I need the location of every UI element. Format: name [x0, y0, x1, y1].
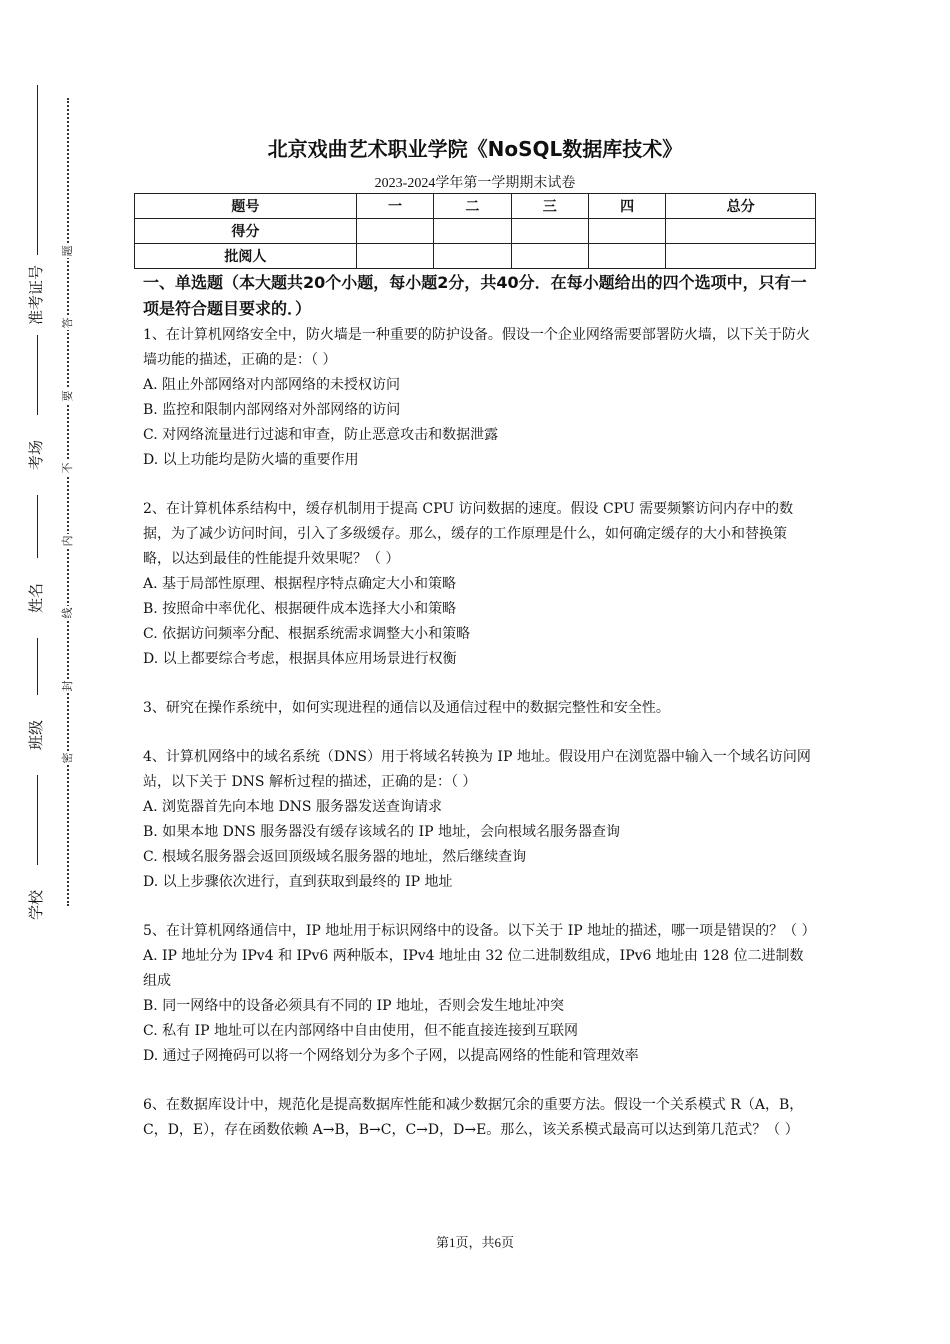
option-b: B. 按照命中率优化、根据硬件成本选择大小和策略	[143, 601, 457, 617]
question-block	[143, 919, 816, 1069]
question-block	[143, 497, 813, 672]
question-text: 5、在计算机网络通信中，IP 地址用于标识网络中的设备。以下关于 IP 地址的描述，哪一项是错误的？（ ）	[143, 923, 816, 939]
option-a: A. 基于局部性原理、根据程序特点确定大小和策略	[143, 576, 457, 592]
exam-id-label: 准考证号	[26, 255, 46, 335]
page-number: 第1页，共6页	[435, 1235, 514, 1250]
seal-char: 内	[61, 535, 74, 547]
seal-char: 要	[61, 390, 74, 402]
question-text: 6、在数据库设计中，规范化是提高数据库性能和减少数据冗余的重要方法。假设一个关系模式 R（A，B，C，D，E），存在函数依赖 A→B，B→C，C→D，D→E。那么，该关系模式最高可以达到第几范式？（ ）	[143, 1097, 804, 1138]
option-a: A. IP 地址分为 IPv4 和 IPv6 两种版本，IPv4 地址由 32 位二进制数组成，IPv6 地址由 128 位二进制数组成	[143, 948, 804, 989]
score-row-label: 得分	[135, 219, 357, 244]
seal-char: 答	[61, 317, 74, 329]
seal-char: 不	[61, 462, 74, 474]
score-cell	[588, 219, 665, 244]
exam-content	[143, 270, 816, 1143]
score-header-cell: 总分	[666, 194, 816, 219]
exam-title: 北京戏曲艺术职业学院《NoSQL数据库技术》	[267, 137, 683, 161]
score-cell	[666, 219, 816, 244]
option-c: C. 对网络流量进行过滤和审查，防止恶意攻击和数据泄露	[143, 427, 499, 443]
score-header-cell: 题号	[135, 194, 357, 219]
question-text: 4、计算机网络中的域名系统（DNS）用于将域名转换为 IP 地址。假设用户在浏览器中输入一个域名访问网站，以下关于 DNS 解析过程的描述，正确的是：（ ）	[143, 749, 811, 790]
grader-cell	[588, 244, 665, 269]
option-a: A. 浏览器首先向本地 DNS 服务器发送查询请求	[143, 799, 442, 815]
class-label: 班级	[26, 695, 46, 775]
question-text: 2、在计算机体系结构中，缓存机制用于提高 CPU 访问数据的速度。假设 CPU 需要频繁访问内存中的数据，为了减少访问时间，引入了多级缓存。那么，缓存的工作原理是什么，如何确定缓存的大小和替换策略，以达到最佳的性能提升效果呢？（ ）	[143, 501, 794, 567]
score-header-cell: 四	[588, 194, 665, 219]
seal-char: 密	[61, 752, 74, 764]
score-cell	[511, 219, 588, 244]
seal-char: 题	[61, 245, 74, 257]
question-block	[143, 1093, 813, 1143]
option-c: C. 私有 IP 地址可以在内部网络中自由使用，但不能直接连接到互联网	[143, 1023, 578, 1039]
score-table	[134, 193, 816, 269]
score-row	[135, 219, 816, 244]
option-d: D. 通过子网掩码可以将一个网络划分为多个子网，以提高网络的性能和管理效率	[143, 1048, 639, 1064]
student-name-label: 姓名	[26, 558, 46, 638]
exam-subtitle: 2023-2024学年第一学期期末试卷	[374, 176, 576, 191]
question-text: 1、在计算机网络安全中，防火墙是一种重要的防护设备。假设一个企业网络需要部署防火墙，以下关于防火墙功能的描述，正确的是：（ ）	[143, 327, 810, 368]
score-header-cell: 三	[511, 194, 588, 219]
exam-room-label: 考场	[26, 415, 46, 495]
grader-cell	[434, 244, 511, 269]
question-block	[143, 323, 813, 473]
score-table-header-row	[135, 194, 816, 219]
seal-char: 封	[61, 680, 74, 692]
seal-dotted-line	[67, 98, 69, 906]
binding-solid-line	[37, 85, 38, 940]
seal-char: 线	[61, 607, 74, 619]
option-a: A. 阻止外部网络对内部网络的未授权访问	[143, 377, 401, 393]
option-b: B. 同一网络中的设备必须具有不同的 IP 地址，否则会发生地址冲突	[143, 998, 565, 1014]
grader-cell	[511, 244, 588, 269]
option-c: C. 依据访问频率分配、根据系统需求调整大小和策略	[143, 626, 471, 642]
grader-row-label: 批阅人	[135, 244, 357, 269]
binding-margin	[0, 0, 110, 1344]
section-heading: 一、单选题（本大题共20个小题，每小题2分，共40分．在每小题给出的四个选项中，只有一项是符合题目要求的．）	[143, 273, 807, 318]
question-block	[143, 745, 813, 895]
score-header-cell: 一	[356, 194, 433, 219]
question-block	[143, 696, 813, 721]
option-d: D. 以上功能均是防火墙的重要作用	[143, 452, 359, 468]
option-b: B. 监控和限制内部网络对外部网络的访问	[143, 402, 401, 418]
option-d: D. 以上步骤依次进行，直到获取到最终的 IP 地址	[143, 874, 453, 890]
score-header-cell: 二	[434, 194, 511, 219]
option-c: C. 根域名服务器会返回顶级域名服务器的地址，然后继续查询	[143, 849, 527, 865]
school-label: 学校	[26, 865, 46, 945]
score-cell	[356, 219, 433, 244]
grader-cell	[356, 244, 433, 269]
option-d: D. 以上都要综合考虑，根据具体应用场景进行权衡	[143, 651, 457, 667]
score-cell	[434, 219, 511, 244]
grader-row	[135, 244, 816, 269]
question-text: 3、研究在操作系统中，如何实现进程的通信以及通信过程中的数据完整性和安全性。	[143, 700, 670, 716]
grader-cell	[666, 244, 816, 269]
option-b: B. 如果本地 DNS 服务器没有缓存该域名的 IP 地址，会向根域名服务器查询	[143, 824, 621, 840]
